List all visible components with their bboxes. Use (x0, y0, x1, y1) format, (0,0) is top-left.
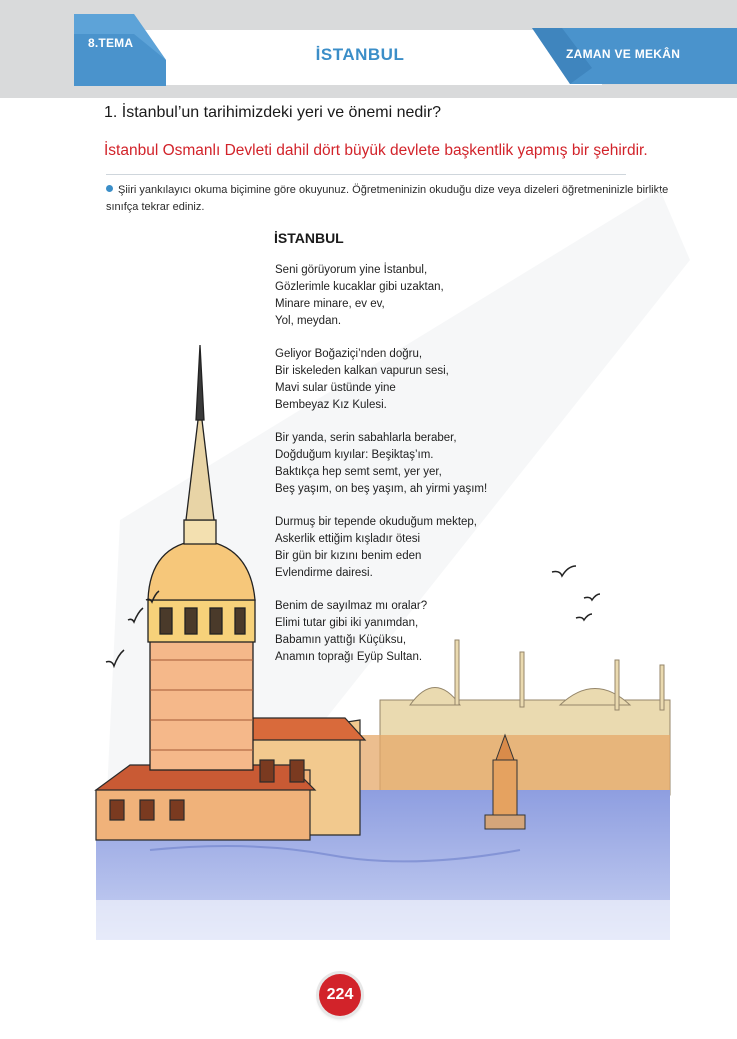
poem-line: Gözlerimle kucaklar gibi uzaktan, (275, 281, 444, 293)
poem-stanza (275, 262, 487, 330)
poem-line: Bir iskeleden kalkan vapurun sesi, (275, 365, 449, 377)
poem-stanza (275, 598, 487, 666)
poem-title: İSTANBUL (274, 230, 344, 246)
page-title: İSTANBUL (315, 45, 405, 64)
poem-line: Babamın yattığı Küçüksu, (275, 634, 407, 646)
poem-stanza (275, 514, 487, 582)
poem-stanza (275, 346, 487, 414)
theme-number-label: 8.TEMA (88, 36, 134, 50)
poem-line: Benim de sayılmaz mı oralar? (275, 600, 428, 612)
poem-line: Seni görüyorum yine İstanbul, (275, 264, 428, 276)
poem-line: Anamın toprağı Eyüp Sultan. (275, 651, 423, 663)
poem-line: Bir yanda, serin sabahlarla beraber, (275, 432, 457, 444)
answer-text: İstanbul Osmanlı Devleti dahil dört büyük devlete başkentlik yapmış bir şehirdir. (104, 142, 648, 159)
page-number-badge: 224 (319, 974, 361, 1016)
poem-line: Evlendirme dairesi. (275, 567, 373, 579)
poem-line: Yol, meydan. (275, 315, 342, 327)
instruction-text: Şiiri yankılayıcı okuma biçimine göre okuyunuz. Öğretmeninizin okuduğu dize veya dizeleri öğretmeninizle birlikte sınıfça tekrar ediniz. (106, 184, 669, 213)
poem-stanza (275, 430, 487, 498)
poem-body (275, 262, 487, 682)
theme-name-label: ZAMAN VE MEKÂN (566, 47, 681, 61)
poem-line: Minare minare, ev ev, (275, 298, 385, 310)
poem-line: Doğduğum kıyılar: Beşiktaş’ım. (275, 449, 434, 461)
poem-line: Bembeyaz Kız Kulesi. (275, 399, 387, 411)
poem-line: Geliyor Boğaziçi’nden doğru, (275, 348, 423, 360)
poem-line: Beş yaşım, on beş yaşım, ah yirmi yaşım! (275, 483, 488, 495)
question-text: 1. İstanbul’un tarihimizdeki yeri ve önemi nedir? (104, 104, 442, 121)
poem-line: Baktıkça hep semt semt, yer yer, (275, 466, 442, 478)
poem-line: Bir gün bir kızını benim eden (275, 550, 422, 562)
poem-line: Mavi sular üstünde yine (275, 382, 396, 394)
poem-line: Durmuş bir tepende okuduğum mektep, (275, 516, 477, 528)
poem-line: Askerlik ettiğim kışladır ötesi (275, 533, 421, 545)
poem-line: Elimi tutar gibi iki yanımdan, (275, 617, 419, 629)
